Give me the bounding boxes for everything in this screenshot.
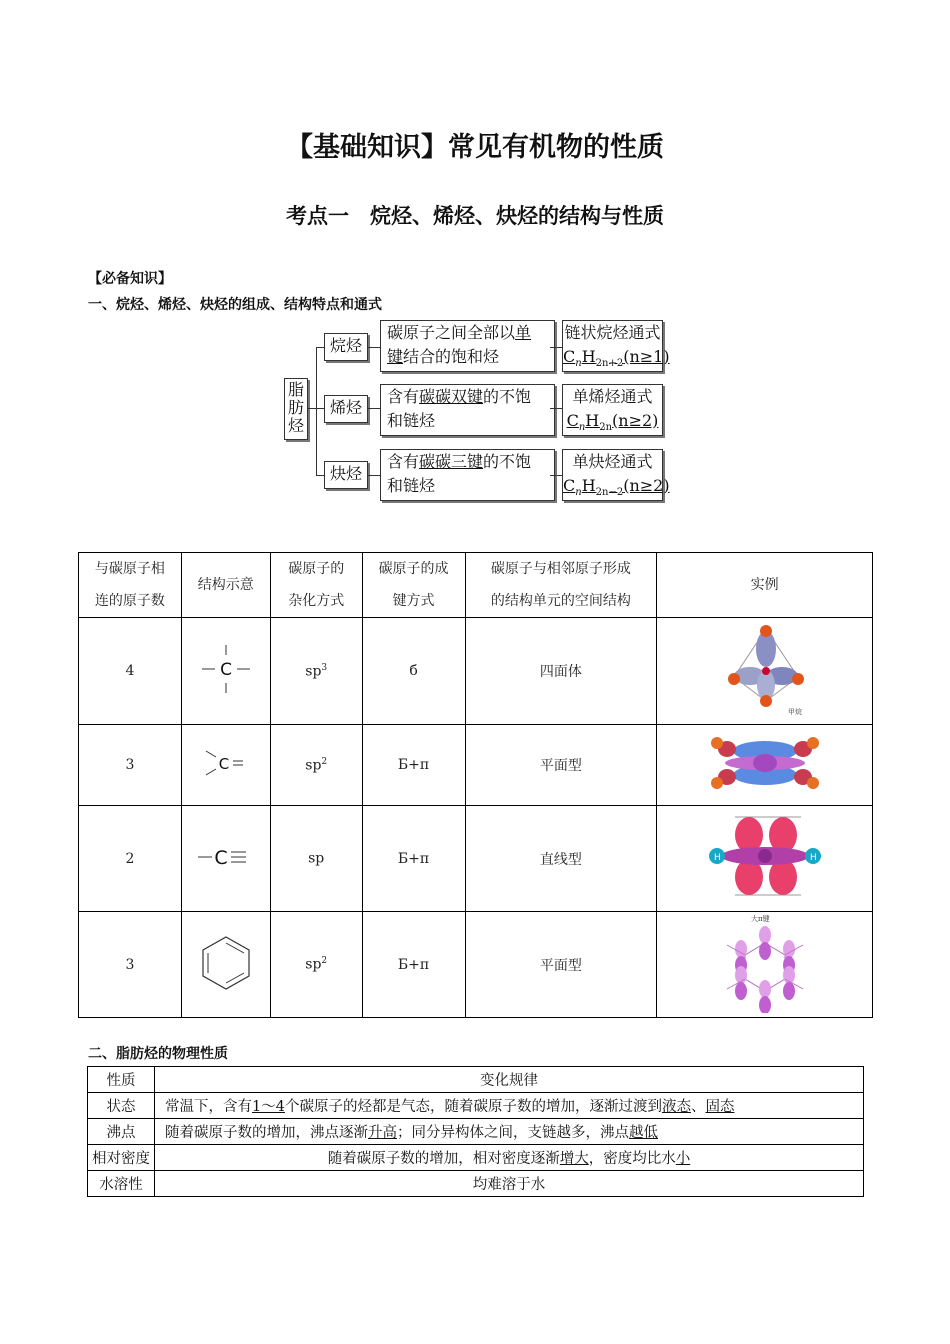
section2-heading: 二、脂肪烃的物理性质 [88, 1046, 228, 1062]
desc-text: 结合的饱和烃 [403, 347, 500, 366]
formula-cond: (n≥2) [612, 411, 659, 430]
methane-orbital-icon [710, 621, 820, 717]
type-box-alkyne: 炔烃 [324, 461, 368, 489]
svg-text:C: C [218, 755, 230, 773]
header-cell: 结构示意 [181, 553, 270, 618]
table-row [79, 912, 873, 1018]
spatial-shape: 平面型 [465, 912, 657, 1018]
atom-count: 3 [79, 912, 182, 1018]
desc-box-alkane [380, 320, 555, 372]
svg-text:H: H [713, 852, 721, 863]
benzene-pi-orbital-icon [715, 913, 815, 1013]
property-name: 相对密度 [88, 1145, 155, 1171]
spatial-shape: 平面型 [465, 725, 657, 806]
header-cell: 与碳原子相 连的原子数 [79, 553, 182, 618]
structure-cell [181, 618, 270, 725]
type-box-alkene: 烯烃 [324, 395, 368, 423]
page-subtitle: 考点一 烷烃、烯烃、炔烃的结构与性质 [286, 204, 664, 228]
table-row [88, 1145, 864, 1171]
atom-count: 2 [79, 806, 182, 912]
formula-title: 单烯烃通式 [572, 387, 653, 406]
header-cell: 碳原子的成 键方式 [362, 553, 465, 618]
formula-title: 单炔烃通式 [572, 452, 653, 471]
table-row [88, 1093, 864, 1119]
hybridization: $sp^2$ [270, 912, 362, 1018]
property-rule: 随着碳原子数的增加，相对密度逐渐增大，密度均比水小 [155, 1145, 864, 1171]
property-rule: 随着碳原子数的增加，沸点逐渐升高；同分异构体之间，支链越多，沸点越低 [155, 1119, 864, 1145]
property-rule: 均难溶于水 [155, 1171, 864, 1197]
table-header-row [88, 1067, 864, 1093]
sp2-carbon-icon [196, 743, 256, 783]
desc-text: 含有 [387, 387, 420, 406]
type-box-alkane: 烷烃 [324, 333, 368, 361]
property-name: 沸点 [88, 1119, 155, 1145]
root-char: 脂 [287, 380, 304, 399]
property-rule: 常温下，含有1～4个碳原子的烃都是气态，随着碳原子数的增加，逐渐过渡到液态、固态 [155, 1093, 864, 1119]
spatial-shape: 直线型 [465, 806, 657, 912]
hybridization: $sp^3$ [270, 618, 362, 725]
property-name: 水溶性 [88, 1171, 155, 1197]
formula-cond: (n≥1) [623, 347, 670, 366]
example-image [657, 725, 873, 806]
root-char: 烃 [287, 416, 304, 435]
physical-properties-table [87, 1066, 864, 1197]
desc-box-alkene [380, 384, 555, 436]
desc-key: 键 [387, 347, 404, 366]
formula-box-alkane [562, 320, 670, 372]
desc-key: 碳碳双键 [419, 387, 484, 406]
root-box [284, 378, 308, 440]
desc-text: 含有 [387, 452, 420, 471]
table-header-row [79, 553, 873, 618]
formula: $C_nH_{2n}(n\ge 2)$ [566, 411, 659, 434]
page-title: 【基础知识】常见有机物的性质 [286, 132, 664, 163]
structure-cell [181, 725, 270, 806]
header-cell: 实例 [657, 553, 873, 618]
example-image [657, 618, 873, 725]
structure-cell [181, 912, 270, 1018]
sp-carbon-icon [194, 837, 258, 877]
header-cell: 碳原子的 杂化方式 [270, 553, 362, 618]
formula: $C_nH_{2n-2}(n\ge 2)$ [563, 476, 670, 499]
desc-text: 的不饱 [483, 452, 532, 471]
desc-key: 单 [515, 323, 532, 342]
formula-cond: (n≥2) [623, 476, 670, 495]
svg-text:C: C [219, 660, 232, 680]
section-tag: 【必备知识】 [88, 271, 172, 287]
example-image [657, 806, 873, 912]
formula-sub: 2n−2 [595, 487, 624, 499]
table-row [88, 1119, 864, 1145]
formula-sub: 2n [599, 422, 613, 434]
desc-text: 的不饱 [483, 387, 532, 406]
desc-key: 碳碳三键 [419, 452, 484, 471]
ethylene-orbital-icon [705, 725, 825, 801]
desc-text: 碳原子之间全部以 [387, 323, 516, 342]
formula-box-alkene [562, 384, 663, 436]
formula-title: 链状烷烃通式 [564, 323, 661, 342]
structure-cell [181, 806, 270, 912]
table-row [79, 725, 873, 806]
table-row [79, 618, 873, 725]
benzene-ring-icon [194, 931, 258, 995]
image-label: 大π键 [750, 914, 770, 923]
section1-heading: 一、烷烃、烯烃、炔烃的组成、结构特点和通式 [88, 297, 382, 313]
svg-text:C: C [214, 846, 228, 869]
desc-box-alkyne [380, 449, 555, 501]
acetylene-orbital-icon [705, 809, 825, 905]
svg-text:H: H [809, 852, 817, 863]
example-image [657, 912, 873, 1018]
hybridization: sp [270, 806, 362, 912]
hybridization: $sp^2$ [270, 725, 362, 806]
formula: $C_nH_{2n+2}(n\ge 1)$ [563, 347, 670, 370]
bond-type: Б+п [362, 806, 465, 912]
hybridization-table [78, 552, 873, 1018]
spatial-shape: 四面体 [465, 618, 657, 725]
formula-box-alkyne [562, 449, 670, 501]
bond-type: Б+п [362, 725, 465, 806]
table-row [79, 806, 873, 912]
bond-type: б [362, 618, 465, 725]
desc-text: 和链烃 [387, 476, 436, 495]
property-name: 状态 [88, 1093, 155, 1119]
root-char: 肪 [287, 398, 304, 417]
desc-text: 和链烃 [387, 411, 436, 430]
atom-count: 3 [79, 725, 182, 806]
sp3-carbon-icon [196, 639, 256, 699]
header-cell: 碳原子与相邻原子形成 的结构单元的空间结构 [465, 553, 657, 618]
formula-sub: 2n+2 [595, 358, 624, 370]
rule-header: 变化规律 [155, 1067, 864, 1093]
table-row [88, 1171, 864, 1197]
property-header: 性质 [88, 1067, 155, 1093]
atom-count: 4 [79, 618, 182, 725]
image-label: 甲烷 [787, 708, 802, 716]
bond-type: Б+п [362, 912, 465, 1018]
